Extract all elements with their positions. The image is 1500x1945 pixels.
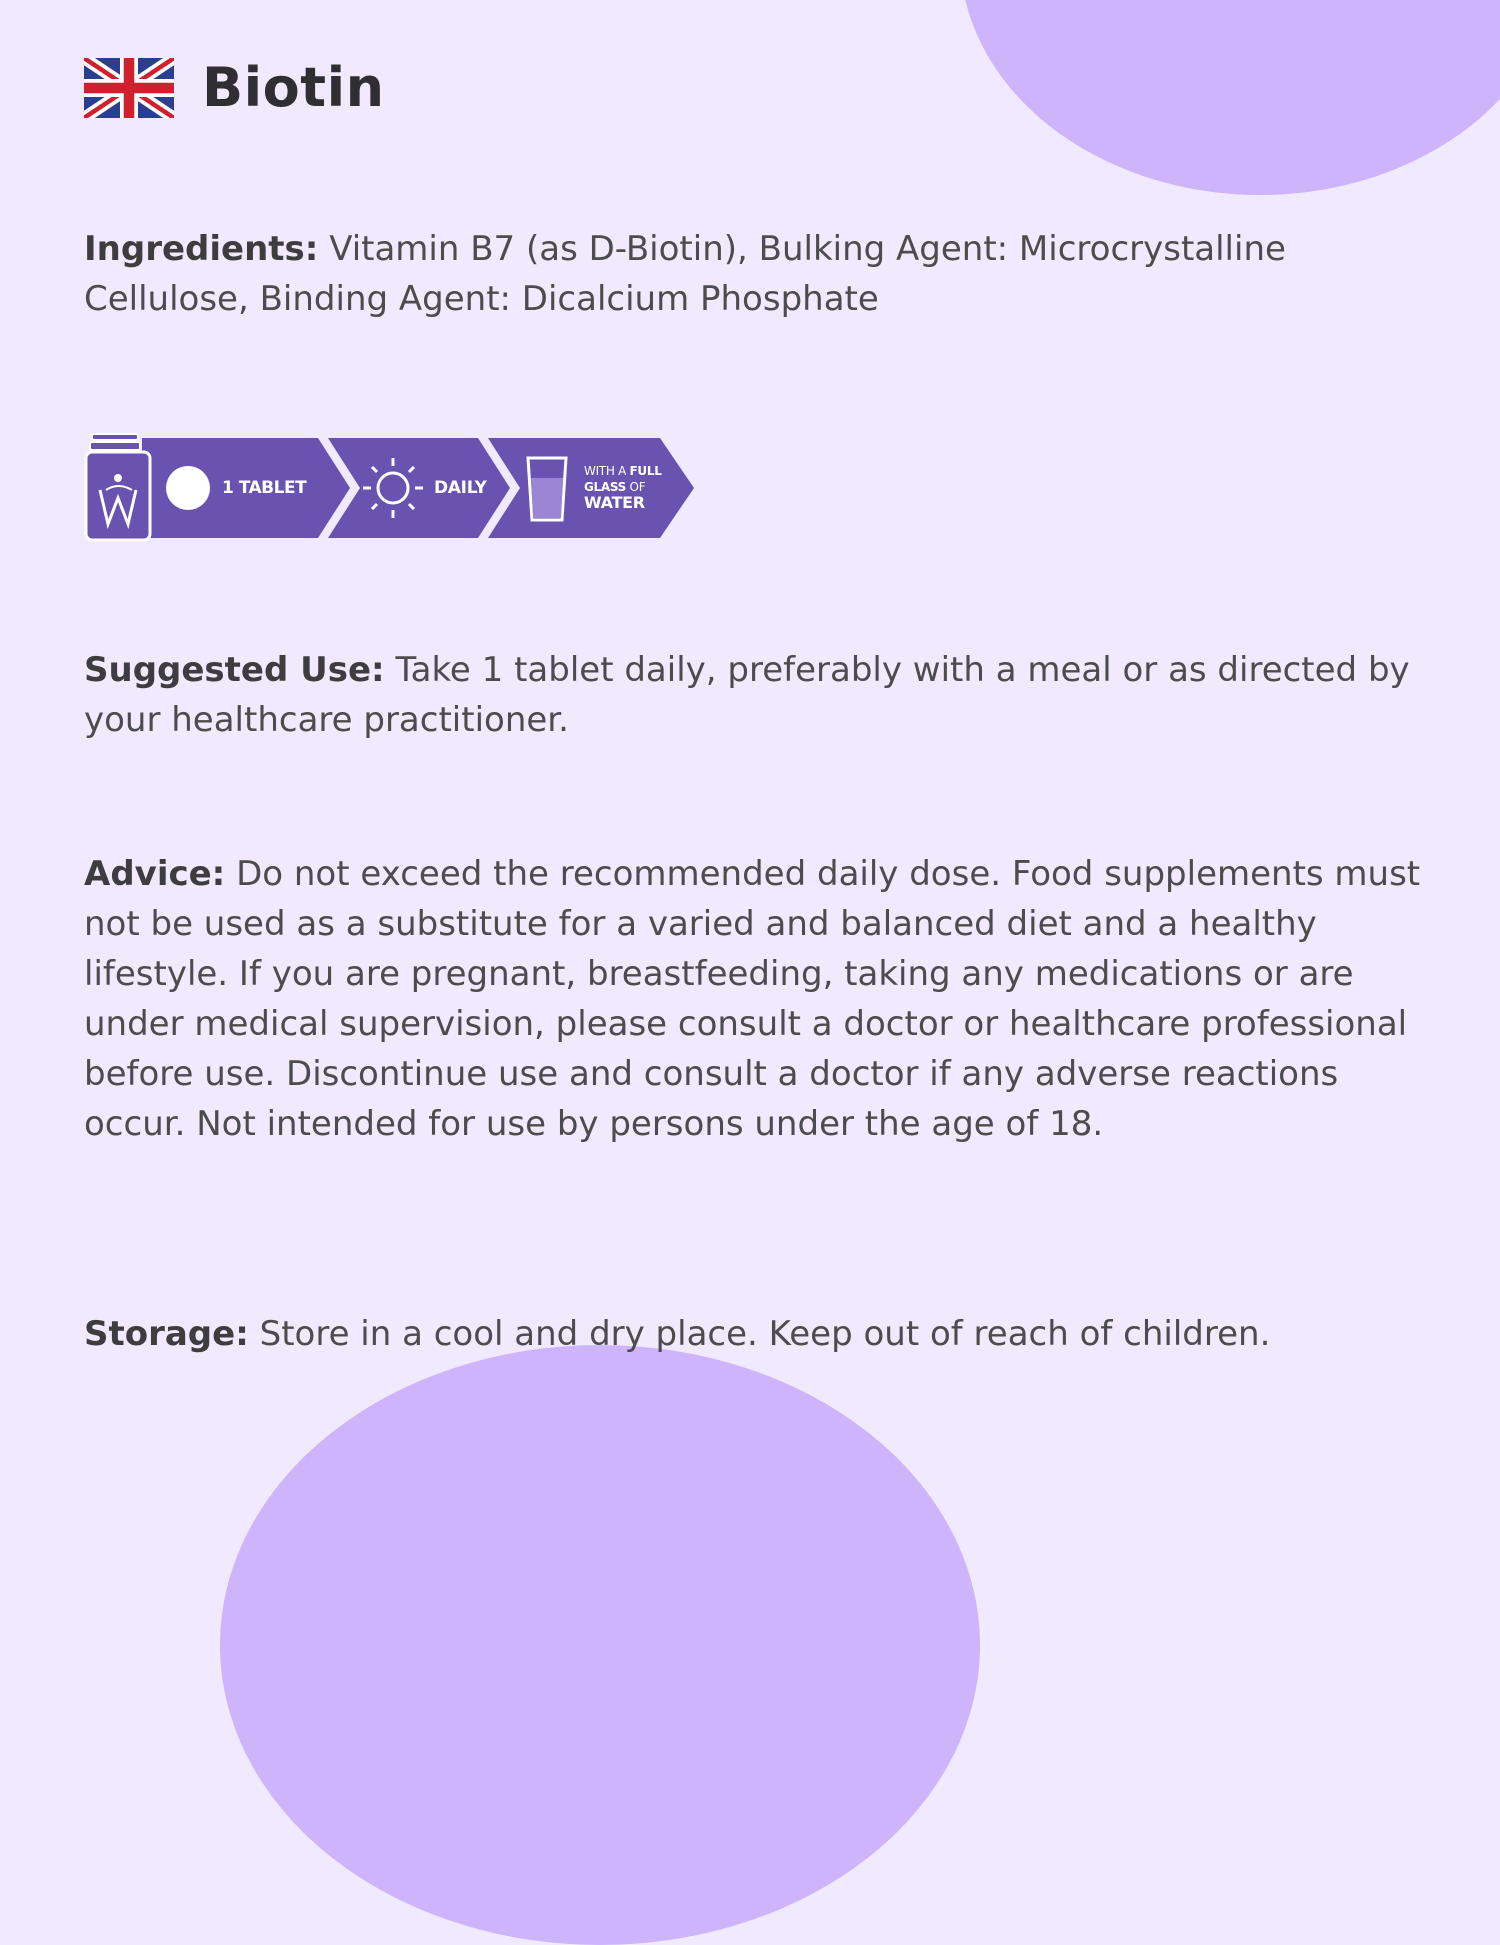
decorative-circle-top	[960, 0, 1500, 195]
ingredients-label: Ingredients:	[84, 229, 319, 269]
water-line2-suffix: OF	[626, 480, 646, 494]
decorative-circle-bottom	[220, 1345, 980, 1945]
water-line1-prefix: WITH A	[584, 464, 630, 478]
suggested-use-section	[84, 645, 1434, 745]
advice-section	[84, 849, 1434, 1149]
page-title: Biotin	[202, 56, 385, 119]
water-label	[584, 463, 662, 511]
uk-flag-icon	[84, 58, 174, 118]
advice-label: Advice:	[84, 854, 226, 894]
supplement-bottle-icon	[86, 434, 150, 540]
water-line2-bold: GLASS	[584, 480, 627, 494]
storage-section	[84, 1309, 1434, 1359]
suggested-use-text: Take 1 tablet daily, preferably with a meal or as directed by your healthcare practitioner.	[84, 650, 1410, 740]
tablet-icon	[166, 466, 210, 510]
dosage-banner	[82, 432, 702, 544]
water-line3: WATER	[584, 493, 645, 512]
advice-text: Do not exceed the recommended daily dose. Food supplements must not be used as a substitute for a varied and balanced diet and a healthy lifestyle. If you are pregnant, breastfeeding, taking any medications or are under medical supervision, please consult a doctor or healthcare professional before use. Discontinue use and consult a doctor if any adverse reactions occur. Not intended for use by persons under the age of 18.	[84, 854, 1421, 1144]
daily-label: DAILY	[434, 478, 487, 498]
suggested-use-label: Suggested Use:	[84, 650, 385, 690]
ingredients-section	[84, 224, 1434, 324]
ingredients-text: Vitamin B7 (as D-Biotin), Bulking Agent: Microcrystalline Cellulose, Binding Agent: Dicalcium Phosphate	[84, 229, 1286, 319]
storage-label: Storage:	[84, 1314, 249, 1354]
water-line1-bold: FULL	[629, 464, 662, 478]
page-header	[84, 58, 385, 118]
tablet-label: 1 TABLET	[222, 478, 307, 498]
storage-text: Store in a cool and dry place. Keep out of reach of children.	[259, 1314, 1271, 1354]
